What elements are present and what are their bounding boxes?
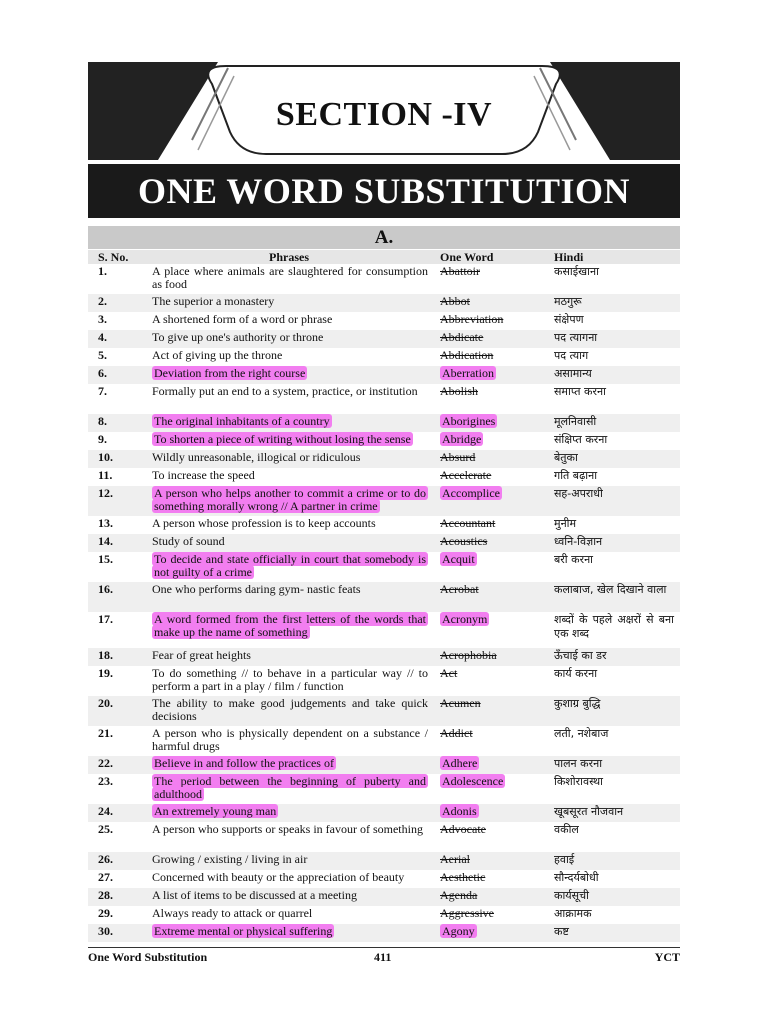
table-row	[88, 888, 680, 906]
table-row	[88, 852, 680, 870]
phrase-cell-text: To decide and state officially in court that somebody is not guilty of a crime	[154, 552, 426, 579]
serial-number: 23.	[98, 774, 113, 788]
one-word-cell-text: Acrobat	[440, 582, 479, 596]
phrase-cell-text: The period between the beginning of puberty and adulthood	[154, 774, 426, 801]
phrase-cell-text: Concerned with beauty or the appreciation of beauty	[152, 870, 405, 884]
one-word-cell	[440, 349, 550, 362]
hindi-cell: संक्षेपण	[554, 313, 584, 326]
phrase-cell	[152, 295, 428, 308]
phrase-cell	[152, 313, 428, 326]
table-row	[88, 612, 680, 648]
one-word-cell	[440, 697, 550, 710]
serial-number: 14.	[98, 534, 113, 548]
phrase-cell	[152, 649, 428, 662]
one-word-cell	[440, 367, 550, 380]
hindi-cell: गति बढ़ाना	[554, 469, 598, 482]
one-word-cell	[440, 469, 550, 482]
page-title: ONE WORD SUBSTITUTION	[88, 164, 680, 218]
phrase-cell	[152, 667, 428, 693]
table-row	[88, 924, 680, 942]
table-row	[88, 534, 680, 552]
one-word-cell-text: Acrophobia	[440, 648, 497, 662]
table-header	[88, 250, 680, 264]
table-row	[88, 486, 680, 516]
one-word-cell	[440, 583, 550, 596]
hindi-cell: मूलनिवासी	[554, 415, 597, 428]
table-row	[88, 450, 680, 468]
table-row	[88, 294, 680, 312]
hindi-cell: ऊँचाई का डर	[554, 649, 607, 662]
substitution-table	[88, 264, 680, 942]
one-word-cell-text: Acoustics	[440, 534, 488, 548]
phrase-cell	[152, 469, 428, 482]
phrase-cell-text: To do something // to behave in a particular way // to perform a part in a play / film / function	[152, 666, 428, 693]
one-word-cell-text: Abbot	[440, 294, 470, 308]
phrase-cell-text: A person who is physically dependent on a substance / harmful drugs	[152, 726, 428, 753]
phrase-cell	[152, 487, 428, 513]
one-word-cell-text: Accountant	[440, 516, 496, 530]
table-row	[88, 468, 680, 486]
one-word-cell-text: Acronym	[442, 612, 488, 626]
table-row	[88, 264, 680, 294]
one-word-cell	[440, 295, 550, 308]
serial-number: 7.	[98, 384, 107, 398]
phrase-cell-text: A word formed from the first letters of the words that make up the name of something	[154, 612, 426, 639]
one-word-cell	[440, 451, 550, 464]
hindi-cell: समाप्त करना	[554, 385, 606, 398]
phrase-cell-text: The ability to make good judgements and take quick decisions	[152, 696, 428, 723]
one-word-cell	[440, 907, 550, 920]
hindi-cell: वकील	[554, 823, 579, 836]
phrase-cell-text: The superior a monastery	[152, 294, 275, 308]
phrase-cell	[152, 349, 428, 362]
table-row	[88, 870, 680, 888]
one-word-cell	[440, 823, 550, 836]
one-word-cell	[440, 757, 550, 770]
phrase-cell	[152, 553, 428, 579]
serial-number: 21.	[98, 726, 113, 740]
serial-number: 11.	[98, 468, 113, 482]
phrase-cell	[152, 433, 428, 446]
serial-number: 18.	[98, 648, 113, 662]
phrase-cell	[152, 925, 428, 938]
phrase-cell	[152, 871, 428, 884]
hindi-cell: खूबसूरत नौजवान	[554, 805, 624, 818]
phrase-cell	[152, 331, 428, 344]
table-row	[88, 414, 680, 432]
table-row	[88, 756, 680, 774]
serial-number: 3.	[98, 312, 107, 326]
one-word-cell-text: Absurd	[440, 450, 476, 464]
one-word-cell	[440, 667, 550, 680]
one-word-cell	[440, 871, 550, 884]
serial-number: 2.	[98, 294, 107, 308]
phrase-cell	[152, 517, 428, 530]
serial-number: 1.	[98, 264, 107, 278]
phrase-cell	[152, 907, 428, 920]
serial-number: 13.	[98, 516, 113, 530]
one-word-cell-text: Adhere	[442, 756, 478, 770]
column-header-phrases: Phrases	[269, 250, 309, 264]
serial-number: 16.	[98, 582, 113, 596]
hindi-cell: कलाबाज, खेल दिखाने वाला	[554, 583, 667, 596]
one-word-cell-text: Abdication	[440, 348, 494, 362]
phrase-cell	[152, 583, 428, 596]
phrase-cell-text: Extreme mental or physical suffering	[154, 924, 333, 938]
one-word-cell-text: Acquit	[442, 552, 475, 566]
one-word-cell	[440, 727, 550, 740]
one-word-cell-text: Abridge	[442, 432, 482, 446]
serial-number: 9.	[98, 432, 107, 446]
serial-number: 29.	[98, 906, 113, 920]
hindi-cell: संक्षिप्त करना	[554, 433, 608, 446]
page-footer	[88, 947, 680, 966]
phrase-cell-text: Wildly unreasonable, illogical or ridiculous	[152, 450, 361, 464]
phrase-cell-text: To increase the speed	[152, 468, 255, 482]
phrase-cell-text: Act of giving up the throne	[152, 348, 283, 362]
serial-number: 5.	[98, 348, 107, 362]
one-word-cell-text: Accelerate	[440, 468, 492, 482]
one-word-cell	[440, 613, 550, 626]
serial-number: 15.	[98, 552, 113, 566]
phrase-cell-text: A person who helps another to commit a crime or to do something morally wrong // A partner in crime	[154, 486, 426, 513]
hindi-cell: कसाईखाना	[554, 265, 599, 278]
section-title: SECTION -IV	[275, 96, 493, 133]
table-row	[88, 804, 680, 822]
phrase-cell-text: Deviation from the right course	[154, 366, 306, 380]
one-word-cell-text: Agony	[442, 924, 475, 938]
serial-number: 8.	[98, 414, 107, 428]
hindi-cell: लती, नशेबाज	[554, 727, 609, 740]
phrase-cell-text: Study of sound	[152, 534, 225, 548]
phrase-cell	[152, 697, 428, 723]
hindi-cell: कार्यसूची	[554, 889, 589, 902]
phrase-cell-text: A person whose profession is to keep accounts	[152, 516, 376, 530]
column-header-sno: S. No.	[98, 250, 129, 264]
hindi-cell: कुशाग्र बुद्धि	[554, 697, 601, 710]
phrase-cell-text: Believe in and follow the practices of	[154, 756, 334, 770]
table-row	[88, 312, 680, 330]
phrase-cell	[152, 265, 428, 291]
hindi-cell: आक्रामक	[554, 907, 592, 920]
section-banner	[88, 62, 680, 160]
hindi-cell: बेतुका	[554, 451, 578, 464]
phrase-cell	[152, 613, 428, 639]
phrase-cell-text: Fear of great heights	[152, 648, 251, 662]
serial-number: 30.	[98, 924, 113, 938]
one-word-cell-text: Aerial	[440, 852, 470, 866]
table-row	[88, 666, 680, 696]
one-word-cell-text: Adolescence	[442, 774, 504, 788]
page-number: 411	[374, 950, 392, 964]
column-header-one-word: One Word	[440, 250, 494, 264]
hindi-cell: सौन्दर्यबोधी	[554, 871, 599, 884]
table-row	[88, 822, 680, 852]
serial-number: 10.	[98, 450, 113, 464]
phrase-cell	[152, 853, 428, 866]
one-word-cell-text: Aesthetic	[440, 870, 486, 884]
one-word-cell	[440, 535, 550, 548]
phrase-cell	[152, 535, 428, 548]
hindi-cell: किशोरावस्था	[554, 775, 604, 788]
phrase-cell	[152, 823, 428, 836]
phrase-cell-text: A person who supports or speaks in favour of something	[152, 822, 423, 836]
phrase-cell	[152, 889, 428, 902]
hindi-cell: असामान्य	[554, 367, 592, 380]
one-word-cell	[440, 517, 550, 530]
hindi-cell: शब्दों के पहले अक्षरों से बना एक शब्द	[554, 613, 674, 640]
table-row	[88, 726, 680, 756]
one-word-cell-text: Agenda	[440, 888, 478, 902]
hindi-cell: बरी करना	[554, 553, 594, 566]
serial-number: 24.	[98, 804, 113, 818]
phrase-cell	[152, 367, 428, 380]
phrase-cell-text: One who performs daring gym- nastic feats	[152, 582, 361, 596]
subheading: A.	[88, 226, 680, 249]
phrase-cell-text: An extremely young man	[154, 804, 277, 818]
table-row	[88, 696, 680, 726]
hindi-cell: मुनीम	[554, 517, 577, 530]
table-row	[88, 330, 680, 348]
one-word-cell	[440, 553, 550, 566]
one-word-cell	[440, 385, 550, 398]
one-word-cell-text: Abolish	[440, 384, 479, 398]
one-word-cell	[440, 265, 550, 278]
one-word-cell-text: Abbreviation	[440, 312, 504, 326]
hindi-cell: मठगुरू	[554, 295, 582, 308]
one-word-cell	[440, 805, 550, 818]
serial-number: 20.	[98, 696, 113, 710]
table-row	[88, 366, 680, 384]
one-word-cell	[440, 889, 550, 902]
phrase-cell-text: A list of items to be discussed at a meeting	[152, 888, 357, 902]
one-word-cell-text: Abattoir	[440, 264, 480, 278]
one-word-cell	[440, 775, 550, 788]
one-word-cell	[440, 313, 550, 326]
table-row	[88, 774, 680, 804]
one-word-cell-text: Advocate	[440, 822, 486, 836]
hindi-cell: हवाई	[554, 853, 575, 866]
table-row	[88, 582, 680, 612]
hindi-cell: कार्य करना	[554, 667, 598, 680]
serial-number: 4.	[98, 330, 107, 344]
hindi-cell: पद त्याग	[554, 349, 589, 362]
one-word-cell-text: Aborigines	[442, 414, 496, 428]
one-word-cell-text: Abdicate	[440, 330, 484, 344]
table-row	[88, 516, 680, 534]
one-word-cell-text: Accomplice	[442, 486, 500, 500]
serial-number: 22.	[98, 756, 113, 770]
serial-number: 6.	[98, 366, 107, 380]
table-row	[88, 348, 680, 366]
hindi-cell: पद त्यागना	[554, 331, 598, 344]
serial-number: 12.	[98, 486, 113, 500]
serial-number: 19.	[98, 666, 113, 680]
footer-book-title: One Word Substitution	[88, 950, 208, 964]
phrase-cell	[152, 727, 428, 753]
one-word-cell-text: Aggressive	[440, 906, 494, 920]
serial-number: 17.	[98, 612, 113, 626]
phrase-cell-text: Growing / existing / living in air	[152, 852, 308, 866]
one-word-cell-text: Adonis	[442, 804, 477, 818]
phrase-cell-text: A shortened form of a word or phrase	[152, 312, 333, 326]
one-word-cell-text: Addict	[440, 726, 473, 740]
hindi-cell: पालन करना	[554, 757, 603, 770]
hindi-cell: सह-अपराधी	[554, 487, 603, 500]
serial-number: 26.	[98, 852, 113, 866]
phrase-cell-text: Always ready to attack or quarrel	[152, 906, 313, 920]
phrase-cell-text: To shorten a piece of writing without losing the sense	[154, 432, 411, 446]
phrase-cell	[152, 805, 428, 818]
table-row	[88, 384, 680, 414]
serial-number: 28.	[98, 888, 113, 902]
phrase-cell-text: A place where animals are slaughtered for consumption as food	[152, 264, 428, 291]
phrase-cell-text: Formally put an end to a system, practice, or institution	[152, 384, 418, 398]
phrase-cell	[152, 415, 428, 428]
column-header-hindi: Hindi	[554, 250, 584, 264]
phrase-cell-text: To give up one's authority or throne	[152, 330, 324, 344]
one-word-cell-text: Act	[440, 666, 458, 680]
one-word-cell	[440, 925, 550, 938]
one-word-cell-text: Acumen	[440, 696, 481, 710]
phrase-cell-text: The original inhabitants of a country	[154, 414, 330, 428]
phrase-cell	[152, 757, 428, 770]
one-word-cell	[440, 853, 550, 866]
one-word-cell	[440, 415, 550, 428]
phrase-cell	[152, 451, 428, 464]
table-row	[88, 906, 680, 924]
hindi-cell: ध्वनि-विज्ञान	[554, 535, 603, 548]
hindi-cell: कष्ट	[554, 925, 569, 938]
one-word-cell	[440, 331, 550, 344]
one-word-cell-text: Aberration	[442, 366, 494, 380]
phrase-cell	[152, 775, 428, 801]
table-row	[88, 648, 680, 666]
phrase-cell	[152, 385, 428, 398]
table-row	[88, 552, 680, 582]
footer-publisher: YCT	[654, 950, 680, 964]
one-word-cell	[440, 487, 550, 500]
one-word-cell	[440, 433, 550, 446]
serial-number: 27.	[98, 870, 113, 884]
table-row	[88, 432, 680, 450]
serial-number: 25.	[98, 822, 113, 836]
one-word-cell	[440, 649, 550, 662]
